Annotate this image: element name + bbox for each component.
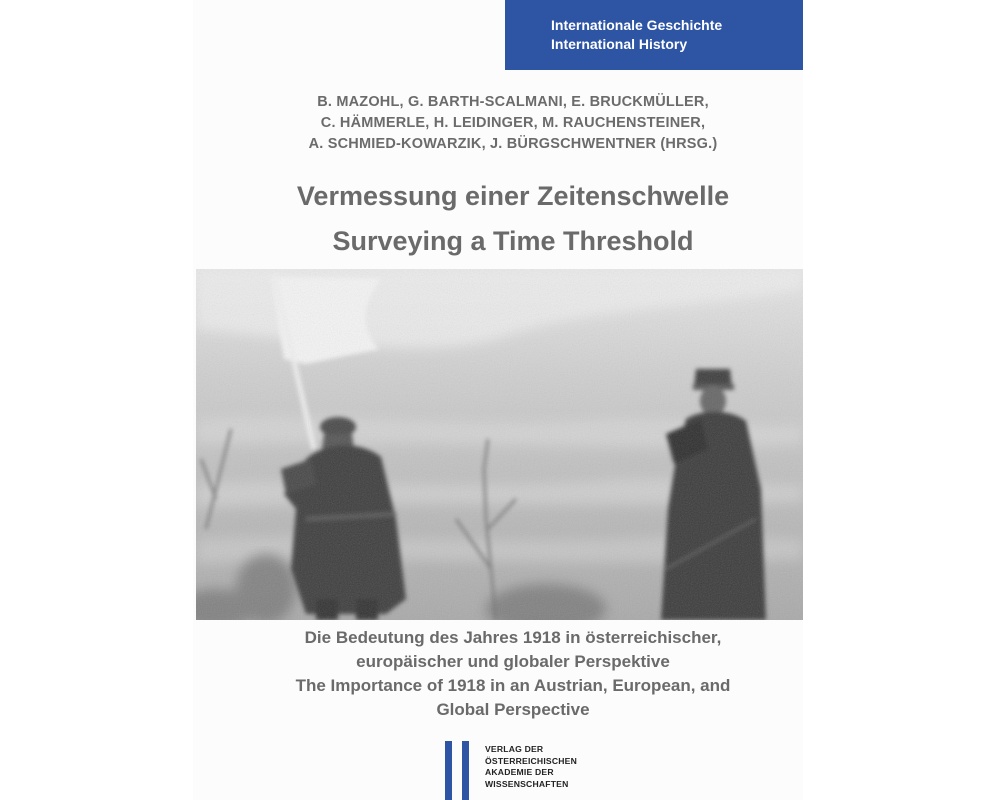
book-title [193, 174, 833, 264]
publisher-line: ÖSTERREICHISCHEN [485, 755, 578, 766]
publisher-line: WISSENSCHAFTEN [485, 778, 569, 789]
series-banner [505, 0, 803, 70]
subtitle-line: Die Bedeutung des Jahres 1918 in österreichischer, [304, 628, 722, 647]
editors-line: C. HÄMMERLE, H. LEIDINGER, M. RAUCHENSTEINER, [320, 115, 706, 131]
editors-line: B. MAZOHL, G. BARTH-SCALMANI, E. BRUCKMÜLLER, [317, 94, 709, 110]
publisher-line: VERLAG DER [485, 744, 544, 754]
cover-photo [196, 269, 803, 620]
series-title-german: Internationale Geschichte [551, 17, 723, 33]
subtitle-line: europäischer und globaler Perspektive [356, 652, 670, 671]
subtitle-line: The Importance of 1918 in an Austrian, European, and [295, 676, 731, 695]
series-title-english: International History [551, 36, 688, 52]
publisher-logo [445, 741, 645, 800]
logo-bar-icon [462, 741, 469, 800]
subtitle-line: Global Perspective [436, 700, 590, 719]
title-english: Surveying a Time Threshold [332, 226, 694, 256]
title-german: Vermessung einer Zeitenschwelle [296, 181, 730, 211]
logo-bar-icon [445, 741, 452, 800]
book-subtitle [193, 626, 833, 722]
publisher-name [485, 744, 577, 790]
editors-block [193, 92, 833, 155]
editors-line: A. SCHMIED-KOWARZIK, J. BÜRGSCHWENTNER (HRSG.) [308, 136, 718, 152]
publisher-line: AKADEMIE DER [485, 767, 554, 777]
